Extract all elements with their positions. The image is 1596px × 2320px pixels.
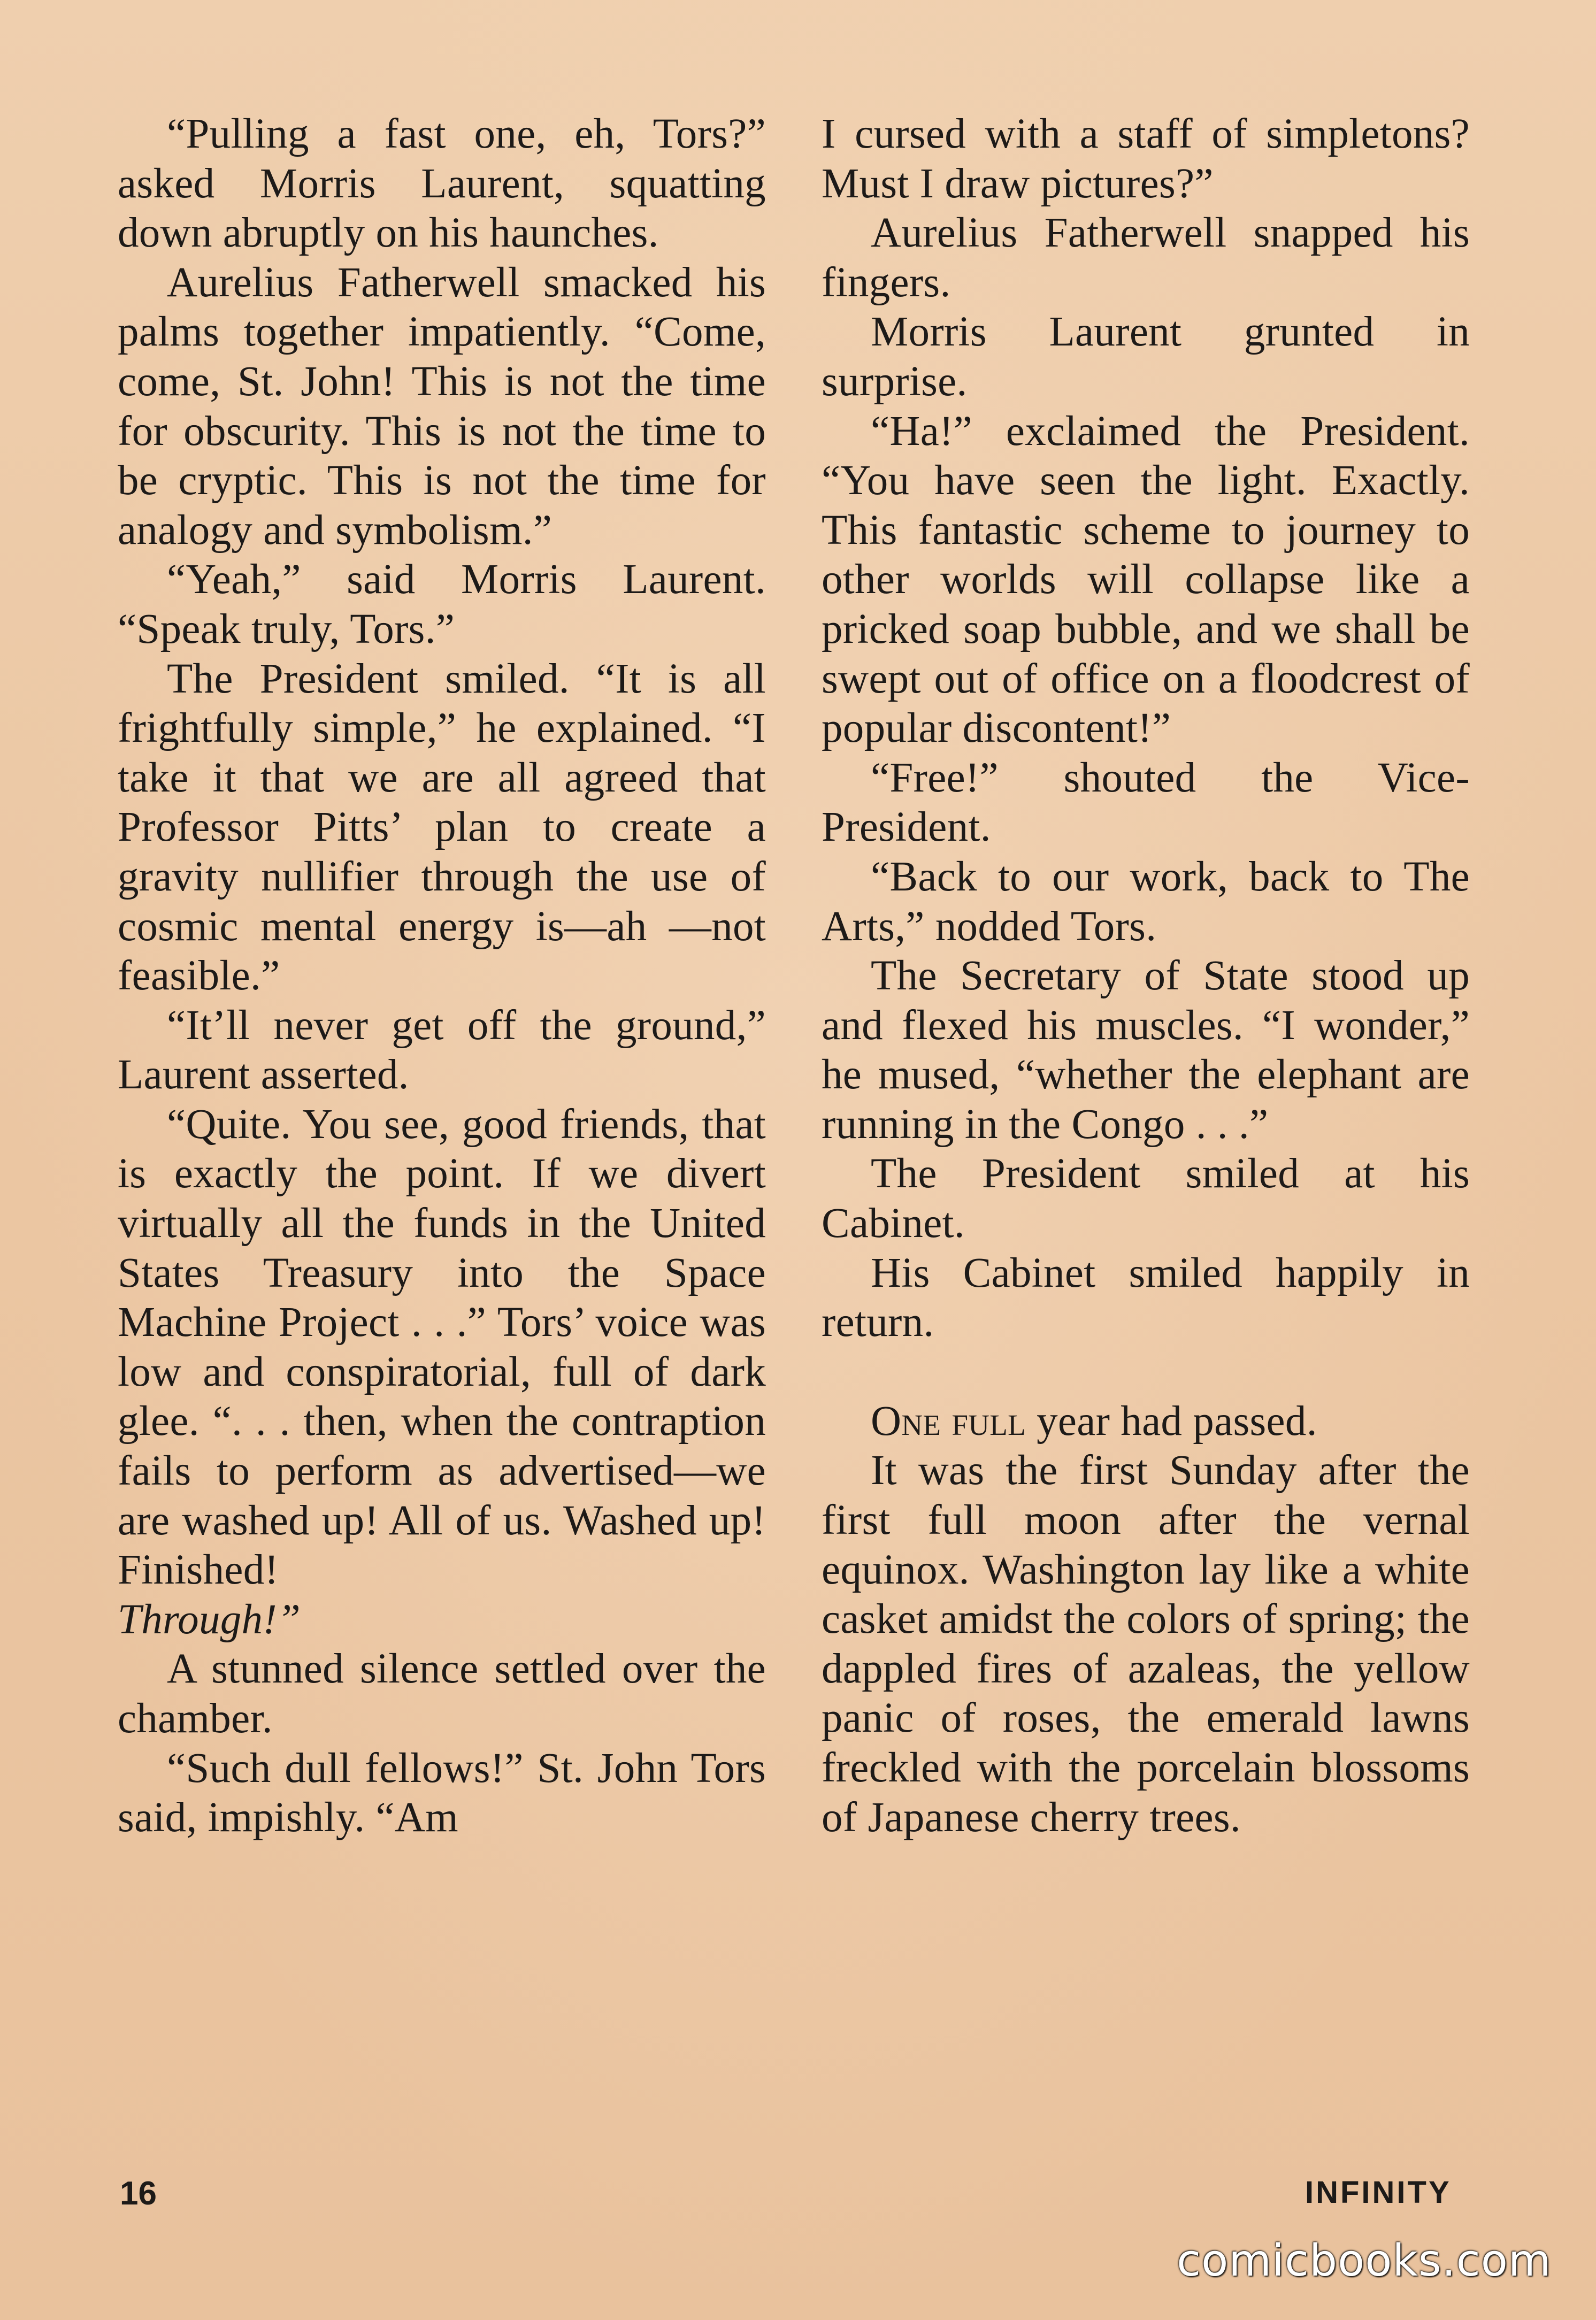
small-caps-lead-in: One full (871, 1397, 1026, 1445)
left-column (118, 110, 766, 1843)
paragraph: “Pulling a fast one, eh, Tors?” asked Morris Laurent, squatting down abruptly on his haunches. (118, 111, 766, 257)
watermark: comicbooks.com (1177, 2236, 1552, 2286)
paragraph: “Back to our work, back to The Arts,” nodded Tors. (822, 853, 1470, 950)
paragraph: “Free!” shouted the Vice-President. (822, 754, 1470, 851)
paragraph: “Ha!” exclaimed the President. “You have seen the light. Exactly. This fantastic scheme to journey to other worlds will collapse like a pricked soap bubble, and we shall be swept out of office on a floodcrest of popular discontent!” (822, 408, 1470, 752)
paragraph: The Secretary of State stood up and flexed his muscles. “I wonder,” he mused, “whether the elephant are running in the Congo . . .” (822, 952, 1470, 1148)
paragraph: “Yeah,” said Morris Laurent. “Speak truly, Tors.” (118, 556, 766, 652)
paragraph: “Such dull fellows!” St. John Tors said, impishly. “Am (118, 1745, 766, 1841)
paragraph: A stunned silence settled over the chamber. (118, 1646, 766, 1742)
paragraph: The President smiled. “It is all frightfully simple,” he explained. “I take it that we are all agreed that Professor Pitts’ plan to create a gravity nullifier through the use of cosmic mental energy is—ah —not feasible.” (118, 655, 766, 1000)
right-column (822, 110, 1470, 1842)
paragraph: “It’ll never get off the ground,” Laurent asserted. (118, 1002, 766, 1098)
paragraph-text: “Quite. You see, good friends, that is exactly the point. If we divert virtually all the funds in the United States Treasury into the Space Machine Project . . .” Tors’ voice was low and conspiratorial, full of dark glee. “. . . then, when the contraption fails to perform as advertised—we are washed up! All of us. Washed up! Finished! (118, 1101, 766, 1594)
section-opening-text: year had passed. (1026, 1397, 1317, 1445)
italic-emphasis: Through!” (118, 1596, 301, 1643)
page-number: 16 (120, 2175, 157, 2212)
magazine-title: INFINITY (1305, 2175, 1452, 2210)
section-opening-line (822, 1397, 1470, 1447)
paragraph (118, 1100, 766, 1645)
paragraph: Aurelius Fatherwell snapped his fingers. (822, 210, 1470, 306)
paragraph: Aurelius Fatherwell smacked his palms together impatiently. “Come, come, St. John! This is not the time for obscurity. This is not the time to be cryptic. This is not the time for analogy and symbolism.” (118, 259, 766, 554)
paragraph: His Cabinet smiled happily in return. (822, 1249, 1470, 1346)
paragraph: It was the first Sunday after the first full moon after the vernal equinox. Washington lay like a white casket amidst the colors of spring; the dappled fires of azaleas, the yellow panic of roses, the emerald lawns freckled with the porcelain blossoms of Japanese cherry trees. (822, 1447, 1470, 1841)
paragraph: The President smiled at his Cabinet. (822, 1150, 1470, 1247)
section-break (822, 1348, 1470, 1397)
paragraph: Morris Laurent grunted in surprise. (822, 309, 1470, 405)
paragraph-continued: I cursed with a staff of simpletons? Must I draw pictures?” (822, 111, 1470, 207)
